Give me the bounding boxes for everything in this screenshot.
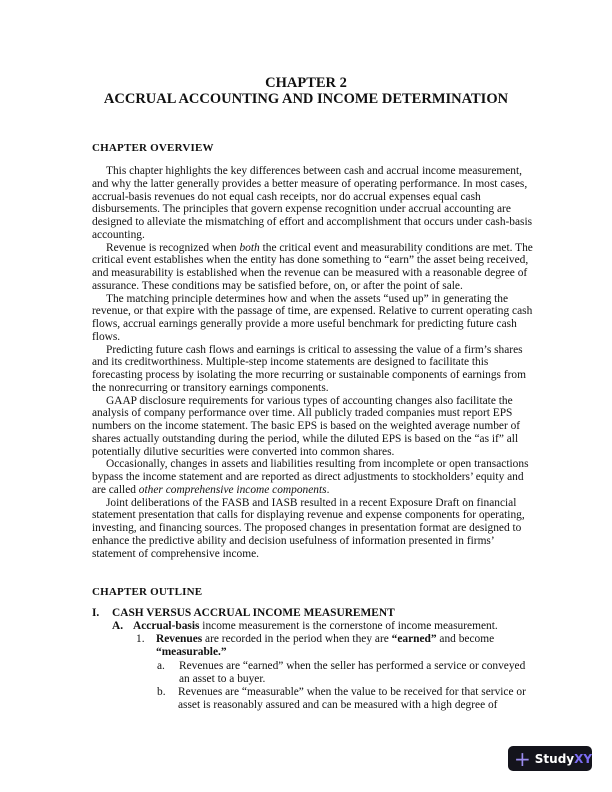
outline-number: a. xyxy=(157,660,165,672)
overview-line xyxy=(92,216,532,229)
overview-line xyxy=(92,331,532,344)
overview-line xyxy=(92,318,532,331)
overview-line xyxy=(92,191,532,204)
outline-number: A. xyxy=(112,620,124,632)
overview-line xyxy=(92,305,532,318)
overview-line xyxy=(92,497,532,510)
outline-text: Revenues are “measurable” when the value to be received for that service or xyxy=(178,686,526,698)
text-segment: the nonrecurring or transitory earnings components. xyxy=(92,381,329,394)
brand-name-accent: XY xyxy=(574,751,593,766)
overview-line xyxy=(92,433,532,446)
text-segment: disbursements. The principles that govern expense recognition under accrual accounting are xyxy=(92,203,511,216)
overview-line xyxy=(92,229,532,242)
overview-line xyxy=(92,344,532,357)
outline-heading: CHAPTER OUTLINE xyxy=(92,586,203,598)
text-segment: shares actually outstanding during the period, while the diluted EPS is based on the “as if” all xyxy=(92,432,519,445)
text-segment: both xyxy=(239,241,260,254)
overview-line xyxy=(92,242,532,255)
overview-line xyxy=(92,471,532,484)
overview-line xyxy=(92,420,532,433)
outline-text: asset is reasonably assured and can be measured with a high degree of xyxy=(178,699,498,711)
text-segment: and measurability is established when the revenue can be measured with a reasonable degree of xyxy=(92,267,528,279)
outline-number: b. xyxy=(157,686,166,698)
text-segment: . xyxy=(326,483,330,496)
outline-text: are recorded in the period when they are xyxy=(202,633,392,645)
outline-bold-term: Accrual-basis xyxy=(133,620,200,632)
text-segment: Joint deliberations of the FASB and IASB resulted in a recent Exposure Draft on financial xyxy=(106,496,517,509)
overview-line xyxy=(92,293,532,306)
outline-bold-term: “earned” xyxy=(391,633,437,645)
text-segment: investing, and financing sources. The proposed changes in presentation format are designed to xyxy=(92,522,522,534)
text-segment: critical event establishes when the entity has done something to “earn” the asset being received, xyxy=(92,254,529,267)
overview-line xyxy=(92,178,532,191)
overview-line xyxy=(92,548,532,561)
outline-text: Revenues are “earned” when the seller has performed a service or conveyed xyxy=(179,660,526,672)
overview-line xyxy=(92,382,532,395)
overview-line xyxy=(92,407,532,420)
text-segment: flows, accrual earnings generally provide a more useful benchmark for predicting future cash xyxy=(92,318,517,330)
outline-item-I xyxy=(92,607,395,620)
overview-line xyxy=(92,203,532,216)
text-segment: Occasionally, changes in assets and liabilities resulting from incomplete or open transactions xyxy=(106,458,529,471)
text-segment: statement of comprehensive income. xyxy=(92,547,260,560)
overview-line xyxy=(92,522,532,535)
overview-line xyxy=(92,356,532,369)
text-segment: bypass the income statement and are reported as direct adjustments to stockholders’ equity and xyxy=(92,471,524,483)
text-segment: analysis of company performance over time. All publicly traded companies must report EPS xyxy=(92,407,513,420)
outline-item-a xyxy=(157,660,526,685)
chapter-title: ACCRUAL ACCOUNTING AND INCOME DETERMINATION xyxy=(103,91,509,107)
outline-text: an asset to a buyer. xyxy=(179,673,266,685)
outline-text: and become xyxy=(436,633,495,645)
text-segment: revenue, or that expire with the passage of time, are expensed. Relative to current operating cash xyxy=(92,305,533,318)
text-segment: enhance the predictive ability and decision usefulness of information presented in firms’ xyxy=(92,534,495,547)
brand-name: Study xyxy=(534,751,575,766)
text-segment: are called xyxy=(92,483,139,496)
outline-number: 1. xyxy=(136,633,145,645)
overview-line xyxy=(92,165,532,178)
text-segment: potentially dilutive securities were converted into common shares. xyxy=(92,445,395,458)
overview-heading: CHAPTER OVERVIEW xyxy=(92,142,214,154)
overview-line xyxy=(92,535,532,548)
studyxy-badge[interactable] xyxy=(508,746,592,771)
text-segment: assurance. These conditions may be satisfied before, on, or after the point of sale. xyxy=(92,279,463,292)
text-segment: forecasting process by isolating the more recurring or sustainable components of earnings from xyxy=(92,369,526,381)
text-segment: accrual-basis revenues do not equal cash receipts, nor do accrual expenses equal cash xyxy=(92,190,481,203)
outline-number: I. xyxy=(92,607,100,619)
text-segment: statement presentation that calls for displaying revenue and expense components for operating, xyxy=(92,509,525,522)
text-segment: Revenue is recognized when xyxy=(106,241,240,254)
text-segment: GAAP disclosure requirements for various types of accounting changes also facilitate the xyxy=(106,394,513,407)
chapter-number: CHAPTER 2 xyxy=(265,75,347,91)
outline-item-1 xyxy=(136,633,495,658)
text-segment: numbers on the income statement. The basic EPS is based on the weighted average number of xyxy=(92,420,521,432)
outline-bold-term: “measurable.” xyxy=(156,646,227,658)
text-segment: and its creditworthiness. Multiple-step income statements are designed to facilitate this xyxy=(92,356,489,369)
text-segment: and why the latter generally provides a better measure of operating performance. In most cases, xyxy=(92,177,528,190)
outline-item-b xyxy=(157,686,526,711)
outline-bold-term: Revenues xyxy=(156,633,203,645)
text-segment: designed to alleviate the mismatching of effort and accomplishment that occurs under cash-basis xyxy=(92,216,533,228)
plus-icon: + xyxy=(514,746,531,771)
outline-text: income measurement is the cornerstone of income measurement. xyxy=(199,620,498,632)
overview-line xyxy=(92,369,532,382)
text-segment: flows. xyxy=(92,330,121,343)
text-segment: This chapter highlights the key differences between cash and accrual income measurement, xyxy=(106,165,523,177)
text-segment: Predicting future cash flows and earnings is critical to assessing the value of a firm’s shares xyxy=(106,343,523,356)
outline-text: CASH VERSUS ACCRUAL INCOME MEASUREMENT xyxy=(112,607,395,619)
overview-line xyxy=(92,254,532,267)
overview-text xyxy=(92,165,532,560)
overview-line xyxy=(92,509,532,522)
overview-line xyxy=(92,446,532,459)
overview-line xyxy=(92,484,532,497)
text-segment: other comprehensive income components xyxy=(138,483,327,496)
overview-line xyxy=(92,395,532,408)
text-segment: accounting. xyxy=(92,228,145,241)
text-segment: the critical event and measurability conditions are met. The xyxy=(259,241,533,254)
overview-line xyxy=(92,458,532,471)
outline-item-A xyxy=(112,620,498,633)
overview-line xyxy=(92,280,532,293)
text-segment: The matching principle determines how and when the assets “used up” in generating the xyxy=(106,292,509,305)
overview-line xyxy=(92,267,532,280)
